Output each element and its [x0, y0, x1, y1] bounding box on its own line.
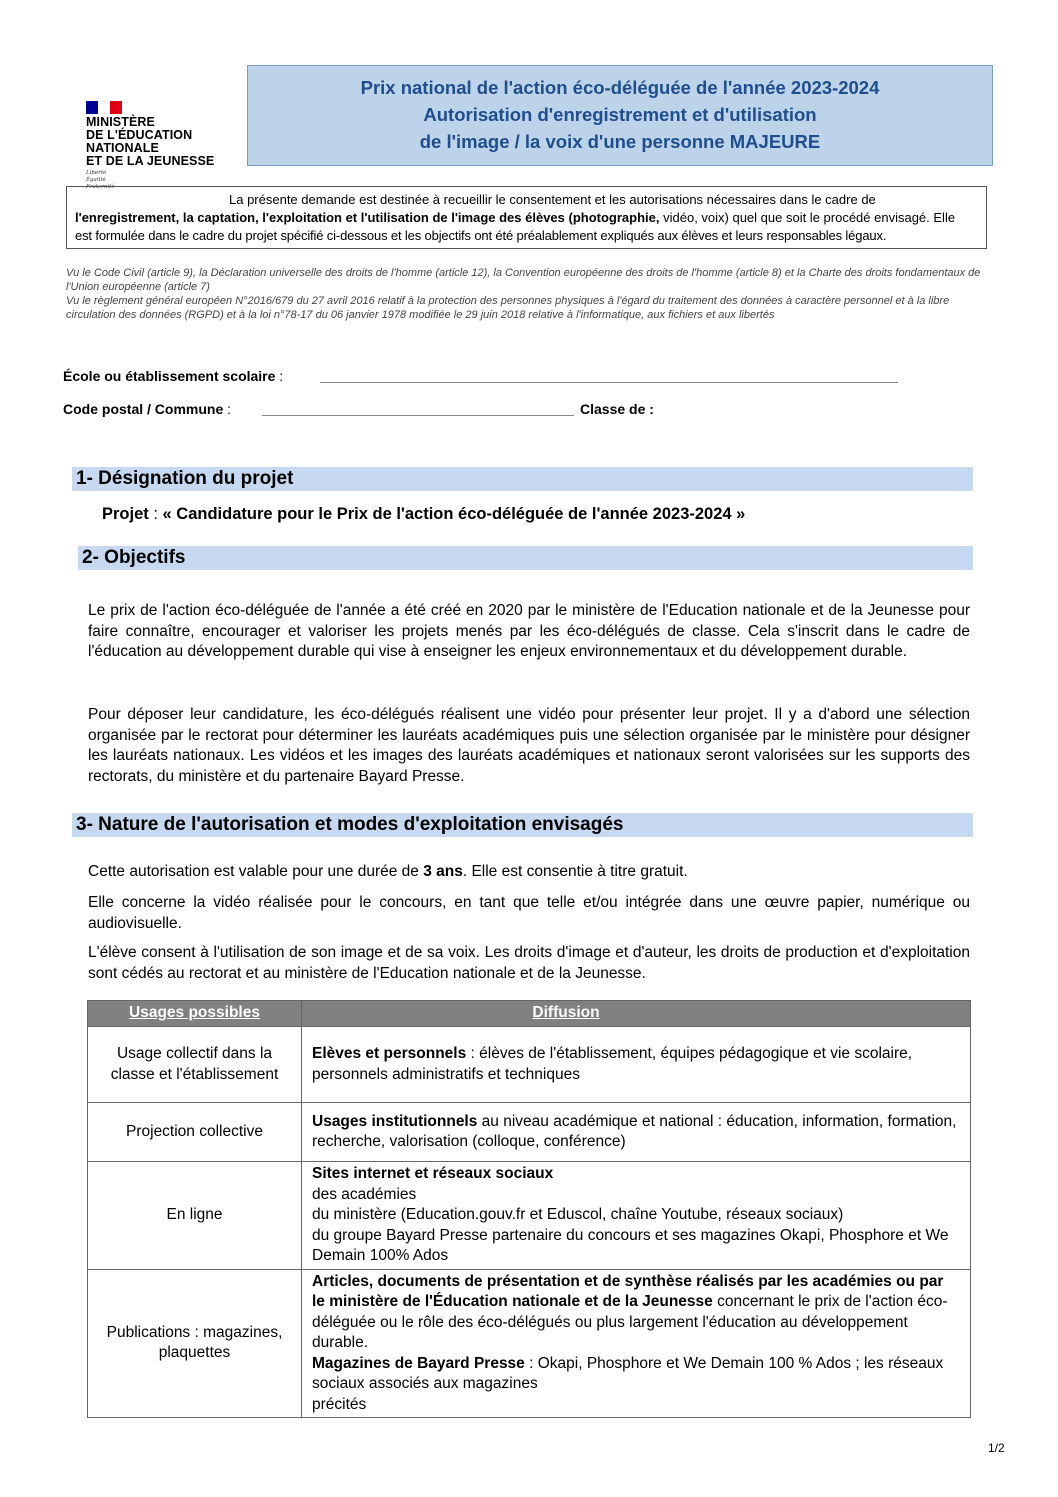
project-line	[102, 505, 745, 524]
intro-line-1: La présente demande est destinée à recueillir le consentement et les autorisations nécessaires dans le cadre de	[229, 192, 876, 207]
motto-line: Liberté	[86, 170, 107, 176]
legal-references	[66, 266, 987, 322]
postal-input-line[interactable]	[262, 415, 574, 416]
intro-box	[66, 186, 987, 249]
table-header-row	[88, 1001, 971, 1027]
project-label: Projet	[102, 505, 149, 523]
section-3-heading: 3- Nature de l'autorisation et modes d'exploitation envisagés	[72, 813, 973, 837]
diffusion-text-2: : Okapi, Phosphore et We Demain 100 % Ados ; les réseaux sociaux associés aux magazines	[312, 1354, 944, 1392]
section-1-heading: 1- Désignation du projet	[72, 467, 973, 491]
postal-field-label	[63, 401, 231, 417]
authorization-duration	[88, 862, 970, 883]
diffusion-text-3: précités	[312, 1395, 367, 1413]
duration-text: Cette autorisation est valable pour une durée de	[88, 863, 424, 880]
diffusion-bold: Usages institutionnels	[312, 1112, 478, 1130]
diffusion-line: des académies	[312, 1185, 417, 1203]
document-title-box	[247, 65, 993, 166]
school-input-line[interactable]	[320, 382, 898, 383]
motto-line: Fraternité	[86, 184, 115, 190]
page-number: 1/2	[988, 1441, 1005, 1455]
usage-cell: Publications : magazines, plaquettes	[88, 1269, 302, 1418]
objectives-paragraph-1: Le prix de l'action éco-déléguée de l'année a été créé en 2020 par le ministère de l'Education nationale et de la Jeunesse pour faire connaître, encourager et valoriser les projets menés par les éco-délégués de classe. Cela s'inscrit dans le cadre de l'éducation au développement durable qui vise à enseigner les enjeux environnementaux et du développement durable.	[88, 602, 970, 660]
intro-line-3: est formulée dans le cadre du projet spécifié ci-dessous et les objectifs ont été préalablement expliqués aux élèves et leurs responsables légaux.	[75, 228, 887, 243]
title-line-2: Autorisation d'enregistrement et d'utilisation	[423, 104, 817, 125]
objectives-paragraph-2: Pour déposer leur candidature, les éco-délégués réalisent une vidéo pour présenter leur projet. Il y a d'abord une sélection organisée par le rectorat pour déterminer les lauréats académiques puis une sélection organisée par le ministère pour désigner les lauréats nationaux. Les vidéos et les images des lauréats académiques et nationaux seront valorisées sur les supports des rectorats, du ministère et du partenaire Bayard Presse.	[88, 706, 970, 785]
diffusion-line: du groupe Bayard Presse partenaire du concours et ses magazines Okapi, Phosphore et We Demain 100% Ados	[312, 1226, 949, 1264]
logo-line: MINISTÈRE	[86, 115, 155, 129]
diffusion-cell	[302, 1162, 971, 1270]
intro-bold: l'enregistrement, la captation, l'exploitation et l'utilisation de l'image des élèves (photographie,	[75, 210, 660, 225]
title-line-3: de l'image / la voix d'une personne MAJEURE	[419, 131, 821, 152]
legal-paragraph-1: Vu le Code Civil (article 9), la Déclaration universelle des droits de l'homme (article 12), la Convention européenne des droits de l'homme (article 8) et la Charte des droits fondamentaux de l'Union européenne (article 7)	[66, 267, 981, 293]
diffusion-bold: Sites internet et réseaux sociaux	[312, 1165, 554, 1182]
intro-rest: vidéo, voix) quel que soit le procédé envisagé. Elle	[659, 210, 956, 225]
diffusion-line: du ministère (Education.gouv.fr et Eduscol, chaîne Youtube, réseaux sociaux)	[312, 1206, 844, 1223]
authorization-consent: L'élève consent à l'utilisation de son image et de sa voix. Les droits d'image et d'auteur, les droits de production et d'exploitation sont cédés au rectorat et au ministère de l'Education nationale et de la Jeunesse.	[88, 944, 970, 982]
postal-label: Code postal / Commune	[63, 401, 224, 417]
diffusion-cell	[302, 1027, 971, 1103]
title-line-1: Prix national de l'action éco-déléguée de l'année 2023-2024	[360, 77, 880, 98]
republic-flag-icon	[86, 101, 122, 114]
intro-line-2	[75, 209, 980, 227]
logo-line: ET DE LA JEUNESSE	[86, 154, 215, 168]
table-row	[88, 1103, 971, 1162]
class-field-label: Classe de :	[580, 401, 654, 417]
usage-table	[87, 1000, 971, 1418]
table-row	[88, 1269, 971, 1418]
header-diffusion: Diffusion	[302, 1001, 971, 1027]
diffusion-cell	[302, 1103, 971, 1162]
logo-line: NATIONALE	[86, 141, 159, 155]
authorization-scope: Elle concerne la vidéo réalisée pour le concours, en tant que telle et/ou intégrée dans une œuvre papier, numérique ou audiovisuelle.	[88, 894, 970, 932]
motto-line: Égalité	[86, 177, 106, 183]
section-2-heading: 2- Objectifs	[78, 546, 973, 570]
ministry-logo-text	[86, 116, 214, 168]
duration-value: 3 ans	[423, 863, 463, 880]
diffusion-bold: Elèves et personnels	[312, 1045, 467, 1062]
logo-line: DE L'ÉDUCATION	[86, 128, 193, 142]
usage-cell: En ligne	[88, 1162, 302, 1270]
field-separator: :	[223, 401, 232, 417]
usage-cell: Projection collective	[88, 1103, 302, 1162]
project-value: « Candidature pour le Prix de l'action éco-déléguée de l'année 2023-2024 »	[162, 505, 746, 523]
diffusion-text: : élèves de l'établissement, équipes pédagogique et vie scolaire, personnels administratifs et techniques	[312, 1045, 913, 1083]
field-separator: :	[275, 368, 284, 384]
usage-cell: Usage collectif dans la classe et l'établissement	[88, 1027, 302, 1103]
diffusion-cell	[302, 1269, 971, 1418]
project-sep: :	[148, 505, 163, 523]
duration-text-end: . Elle est consentie à titre gratuit.	[462, 863, 688, 880]
table-row	[88, 1162, 971, 1270]
table-row	[88, 1027, 971, 1103]
legal-paragraph-2: Vu le règlement général européen N°2016/679 du 27 avril 2016 relatif à la protection des personnes physiques à l'égard du traitement des données à caractère personnel et à la libre circulation des données (RGPD) et à la loi n°78-17 du 06 janvier 1978 modifiée le 29 juin 2018 relative à l'informatique, aux fichiers et aux libertés	[66, 295, 950, 321]
diffusion-bold-2: Magazines de Bayard Presse	[312, 1354, 525, 1372]
diffusion-text: concernant le prix de l'action éco-déléguée ou le rôle des éco-délégués ou plus largement l'éducation au développement durable.	[312, 1293, 948, 1351]
header-usages: Usages possibles	[88, 1001, 302, 1027]
school-field-label	[63, 368, 283, 384]
diffusion-text: au niveau académique et national : éducation, information, formation, recherche, valorisation (colloque, conférence)	[312, 1112, 957, 1150]
school-label: École ou établissement scolaire	[63, 368, 276, 384]
diffusion-bold: Articles, documents de présentation et de synthèse réalisés par les académies ou par le ministère de l'Éducation nationale et de la Jeunesse	[312, 1272, 944, 1310]
